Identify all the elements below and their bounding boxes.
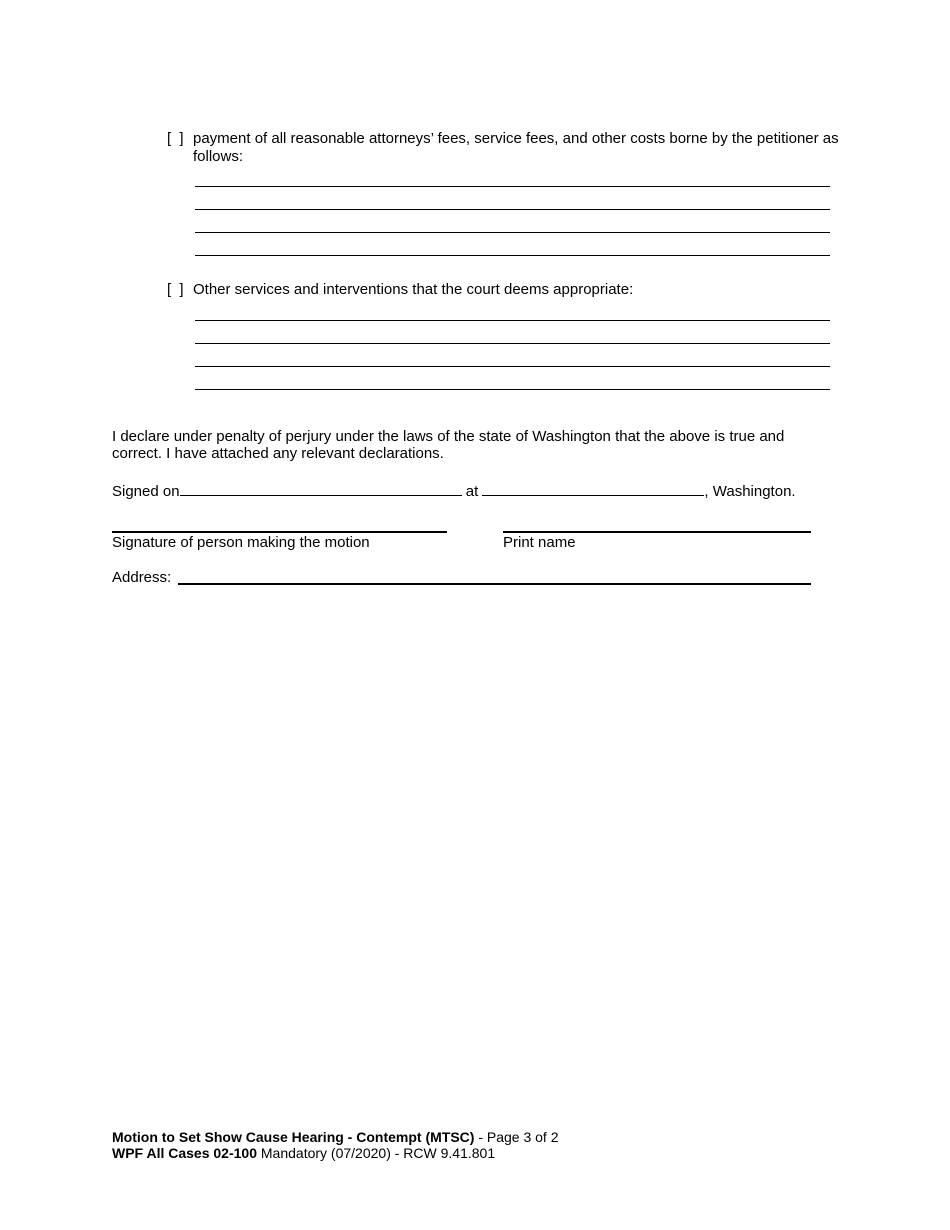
fees-item-text: payment of all reasonable attorneys’ fees, service fees, and other costs borne by the petitioner as follows: — [193, 130, 839, 165]
signature-field[interactable] — [112, 531, 447, 533]
washington-suffix: , Washington. — [704, 483, 796, 500]
address-label: Address: — [112, 569, 172, 586]
at-label: at — [465, 483, 479, 500]
other-services-blank-line-2[interactable] — [195, 343, 830, 344]
signature-label: Signature of person making the motion — [112, 534, 370, 551]
other-services-blank-line-4[interactable] — [195, 389, 830, 390]
print-name-field[interactable] — [503, 531, 811, 533]
footer-title-line — [112, 1129, 559, 1145]
other-services-blank-line-1[interactable] — [195, 320, 830, 321]
fees-blank-line-4[interactable] — [195, 255, 830, 256]
address-field[interactable] — [178, 583, 811, 585]
fees-blank-line-3[interactable] — [195, 232, 830, 233]
footer-page-number: - Page 3 of 2 — [474, 1129, 559, 1145]
fees-checkbox[interactable]: [ ] — [167, 130, 186, 147]
footer-meta-line — [112, 1145, 495, 1161]
other-services-checkbox[interactable]: [ ] — [167, 281, 186, 298]
signed-on-label: Signed on — [112, 483, 180, 500]
other-services-blank-line-3[interactable] — [195, 366, 830, 367]
signed-date-field[interactable] — [180, 481, 462, 496]
other-services-item-text: Other services and interventions that the court deems appropriate: — [193, 281, 634, 298]
print-name-label: Print name — [503, 534, 576, 551]
signed-on-row — [112, 481, 796, 500]
signed-city-field[interactable] — [482, 481, 704, 496]
footer-form-title: Motion to Set Show Cause Hearing - Contempt (MTSC) — [112, 1129, 475, 1145]
footer-form-id: WPF All Cases 02-100 — [112, 1145, 257, 1161]
perjury-declaration: I declare under penalty of perjury under the laws of the state of Washington that the above is true and correct. I have attached any relevant declarations. — [112, 428, 785, 462]
fees-blank-line-2[interactable] — [195, 209, 830, 210]
fees-blank-line-1[interactable] — [195, 186, 830, 187]
footer-form-meta: Mandatory (07/2020) - RCW 9.41.801 — [257, 1145, 496, 1161]
